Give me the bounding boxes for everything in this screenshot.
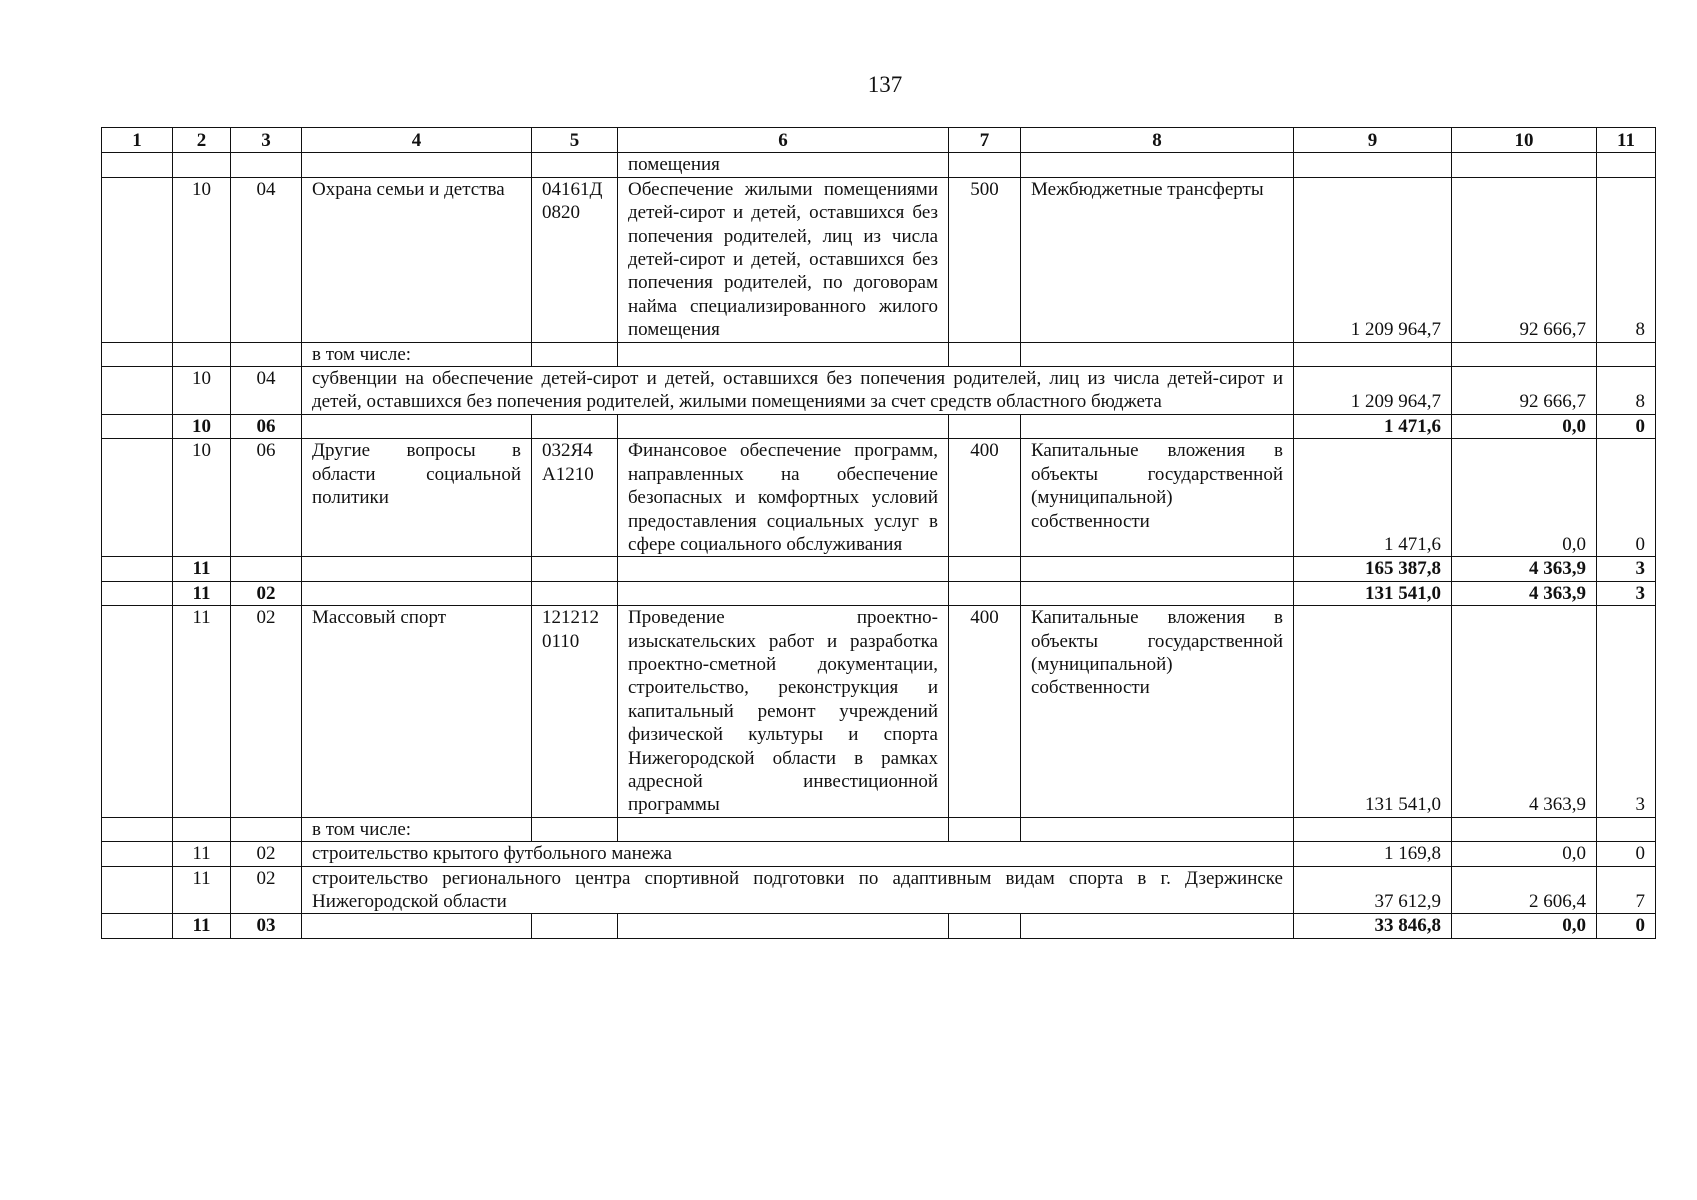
cell-expense-type: 400 — [949, 606, 1021, 818]
cell-amount-year: 0,0 — [1452, 914, 1597, 938]
cell-code: 121212 0110 — [532, 606, 618, 818]
cell-subsection: 02 — [231, 581, 302, 605]
cell-amount-extra: 8 — [1597, 367, 1656, 415]
cell-amount-year: 92 666,7 — [1452, 177, 1597, 342]
table-row — [102, 177, 1656, 342]
cell-subsection: 02 — [231, 606, 302, 818]
cell-amount-extra: 0 — [1597, 914, 1656, 938]
cell-section: 10 — [173, 439, 231, 557]
table-row — [102, 866, 1656, 914]
cell-purpose: Обеспечение жилыми помещениями детей-сирот и детей, оставшихся без попечения родителей, лиц из числа детей-сирот и детей, оставшихся без попечения родителей, по договорам найма специализированного жилого помещения — [618, 177, 949, 342]
table-row — [102, 439, 1656, 557]
header-col-9: 9 — [1294, 128, 1452, 153]
cell-amount-extra: 0 — [1597, 439, 1656, 557]
cell-subsection: 02 — [231, 866, 302, 914]
header-col-8: 8 — [1021, 128, 1294, 153]
cell-sub-item-text: субвенции на обеспечение детей-сирот и детей, оставшихся без попечения родителей, лиц из числа детей-сирот и детей, оставшихся без попечения родителей, жилыми помещениями за счет средств областного бюджета — [302, 367, 1294, 415]
subtotal-row — [102, 581, 1656, 605]
cell-code: 032Я4 А1210 — [532, 439, 618, 557]
cell-amount-year: 0,0 — [1452, 414, 1597, 438]
cell-sub-item-text: строительство регионального центра спортивной подготовки по адаптивным видам спорта в г. Дзержинске Нижегородской области — [302, 866, 1294, 914]
cell-section: 11 — [173, 581, 231, 605]
cell-sub-item-text: строительство крытого футбольного манежа — [302, 842, 1294, 866]
cell-amount-extra: 3 — [1597, 557, 1656, 581]
cell-amount-extra: 0 — [1597, 414, 1656, 438]
cell-amount-total: 1 169,8 — [1294, 842, 1452, 866]
cell-subsection: 04 — [231, 367, 302, 415]
cell-section: 10 — [173, 177, 231, 342]
cell-expense-name: Капитальные вложения в объекты государственной (муниципальной) собственности — [1021, 439, 1294, 557]
cell-amount-extra: 0 — [1597, 842, 1656, 866]
cell-amount-year: 4 363,9 — [1452, 606, 1597, 818]
table-row — [102, 342, 1656, 366]
table-row — [102, 606, 1656, 818]
header-col-3: 3 — [231, 128, 302, 153]
header-col-5: 5 — [532, 128, 618, 153]
cell-amount-extra: 3 — [1597, 606, 1656, 818]
cell-name: Другие вопросы в области социальной политики — [302, 439, 532, 557]
subtotal-row — [102, 557, 1656, 581]
cell-amount-extra: 7 — [1597, 866, 1656, 914]
cell-subsection: 06 — [231, 414, 302, 438]
cell-amount-total: 1 471,6 — [1294, 414, 1452, 438]
page-number: 137 — [867, 72, 903, 97]
cell-expense-name: Межбюджетные трансферты — [1021, 177, 1294, 342]
cell-name: Массовый спорт — [302, 606, 532, 818]
cell-amount-year: 0,0 — [1452, 842, 1597, 866]
cell-section: 10 — [173, 367, 231, 415]
cell-code: 04161Д 0820 — [532, 177, 618, 342]
cell-section: 11 — [173, 866, 231, 914]
header-col-7: 7 — [949, 128, 1021, 153]
cell-name: Охрана семьи и детства — [302, 177, 532, 342]
cell-amount-total: 131 541,0 — [1294, 581, 1452, 605]
subtotal-row — [102, 414, 1656, 438]
header-row — [102, 128, 1656, 153]
header-col-6: 6 — [618, 128, 949, 153]
cell-expense-name: Капитальные вложения в объекты государственной (муниципальной) собственности — [1021, 606, 1294, 818]
cell-subsection: 06 — [231, 439, 302, 557]
budget-table — [101, 127, 1656, 939]
cell-section: 11 — [173, 606, 231, 818]
cell-section: 11 — [173, 914, 231, 938]
cell-section: 11 — [173, 842, 231, 866]
cell-amount-extra: 3 — [1597, 581, 1656, 605]
table-row — [102, 842, 1656, 866]
cell-amount-extra: 8 — [1597, 177, 1656, 342]
header-col-2: 2 — [173, 128, 231, 153]
cell-purpose: Проведение проектно-изыскательских работ и разработка проектно-сметной документации, строительство, реконструкция и капитальный ремонт учреждений физической культуры и спорта Нижегородской области в рамках адресной инвестиционной программы — [618, 606, 949, 818]
header-col-10: 10 — [1452, 128, 1597, 153]
cell-amount-year: 4 363,9 — [1452, 581, 1597, 605]
cell-amount-year: 0,0 — [1452, 439, 1597, 557]
table-row — [102, 153, 1656, 177]
cell-expense-type: 400 — [949, 439, 1021, 557]
cell-amount-year: 4 363,9 — [1452, 557, 1597, 581]
cell-purpose: Финансовое обеспечение программ, направленных на обеспечение безопасных и комфортных условий предоставления социальных услуг в сфере социального обслуживания — [618, 439, 949, 557]
subtotal-row — [102, 914, 1656, 938]
header-col-1: 1 — [102, 128, 173, 153]
cell-amount-total: 165 387,8 — [1294, 557, 1452, 581]
cell-amount-total: 33 846,8 — [1294, 914, 1452, 938]
cell-including: в том числе: — [302, 342, 532, 366]
header-col-4: 4 — [302, 128, 532, 153]
cell-amount-total: 37 612,9 — [1294, 866, 1452, 914]
cell-amount-total: 1 471,6 — [1294, 439, 1452, 557]
cell-amount-total: 131 541,0 — [1294, 606, 1452, 818]
cell-including: в том числе: — [302, 817, 532, 841]
cell-subsection: 02 — [231, 842, 302, 866]
cell-amount-total: 1 209 964,7 — [1294, 367, 1452, 415]
cell-amount-year: 92 666,7 — [1452, 367, 1597, 415]
cell-amount-total: 1 209 964,7 — [1294, 177, 1452, 342]
cell-subsection: 03 — [231, 914, 302, 938]
cell-expense-type: 500 — [949, 177, 1021, 342]
table-row — [102, 817, 1656, 841]
cell-purpose: помещения — [618, 153, 949, 177]
cell-amount-year: 2 606,4 — [1452, 866, 1597, 914]
cell-section: 11 — [173, 557, 231, 581]
cell-subsection: 04 — [231, 177, 302, 342]
header-col-11: 11 — [1597, 128, 1656, 153]
cell-section: 10 — [173, 414, 231, 438]
table-row — [102, 367, 1656, 415]
